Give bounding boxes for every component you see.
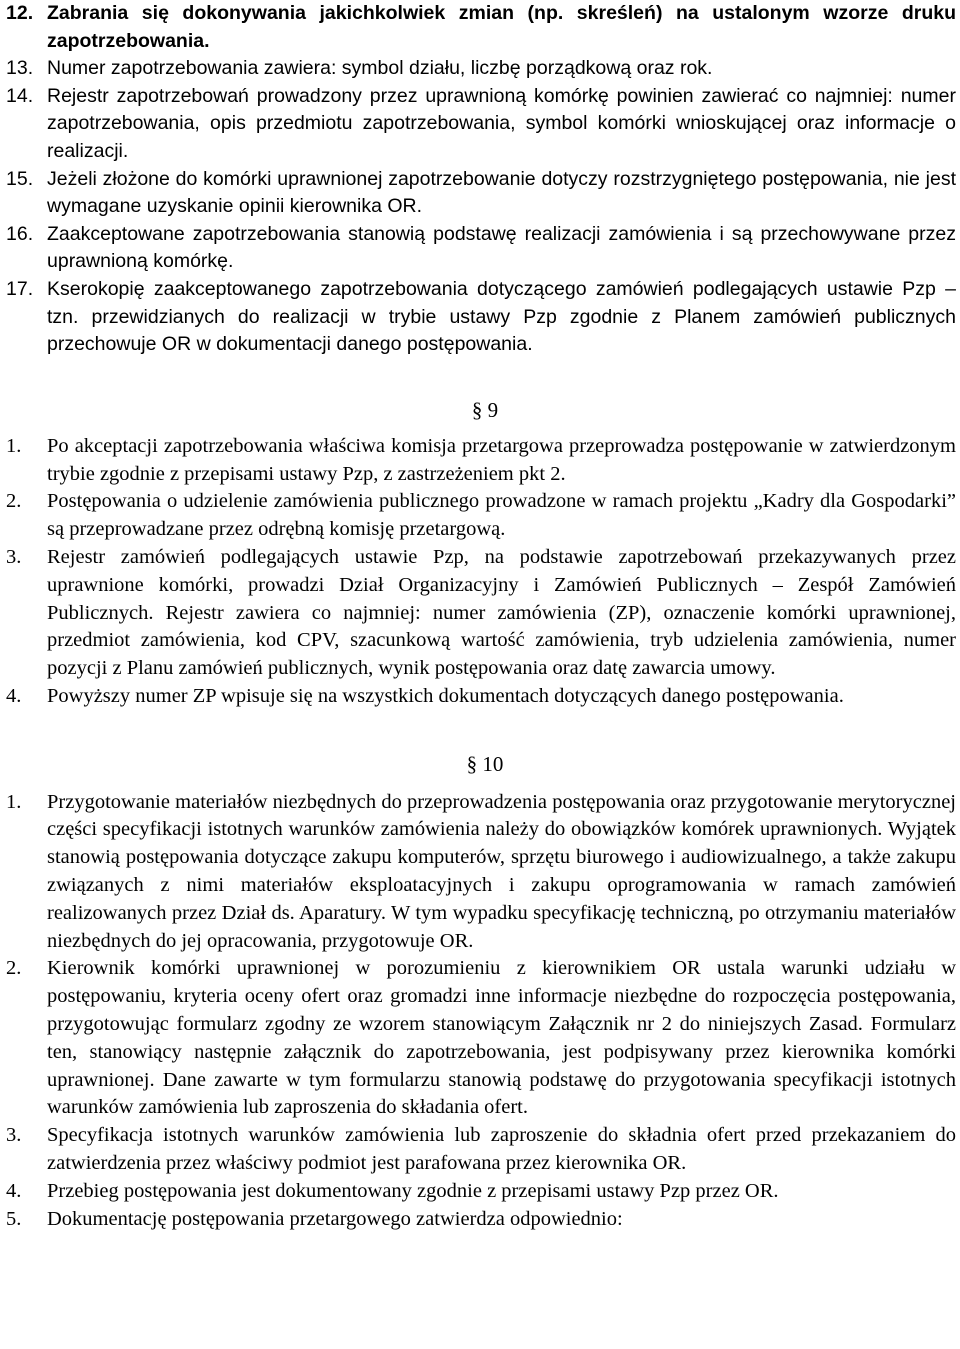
list-item [6,1178,956,1206]
list-item-number: 12. [6,2,34,24]
list-item-number: 14. [6,84,34,107]
list-item-text: Rejestr zapotrzebowań prowadzony przez uprawnioną komórkę powinien zawierać co najmniej: numer zapotrzebowania, opis przedmiotu zapotrzebowania, symbol komórki wnioskującej oraz informacje o realizacji. [47,84,956,162]
list-item [6,433,956,489]
list-item-text: Specyfikacja istotnych warunków zamówienia lub zaproszenie do składnia ofert przed przekazaniem do zatwierdzenia przez właściwy podmiot jest parafowana przez kierownika OR. [47,1124,956,1175]
list-item-text: Jeżeli złożone do komórki uprawnionej zapotrzebowanie dotyczy rozstrzygniętego postępowania, nie jest wymagane uzyskanie opinii kierownika OR. [47,167,956,218]
list-item-text: Zabrania się dokonywania jakichkolwiek zmian (np. skreśleń) na ustalonym wzorze druku zapotrzebowania. [47,2,956,52]
list-item-text: Powyższy numer ZP wpisuje się na wszystkich dokumentach dotyczących danego postępowania. [47,684,844,707]
list-item-number: 2. [6,490,22,513]
list-item [6,488,956,544]
list-item-number: 4. [6,1179,22,1202]
list-item-text: Numer zapotrzebowania zawiera: symbol działu, liczbę porządkową oraz rok. [47,57,713,80]
section-9-list [6,433,956,711]
list-item-number: 1. [6,434,22,457]
list-item [6,789,956,956]
list-item-number: 13. [6,57,34,80]
list-item-12 [6,0,956,55]
list-item-text: Postępowania o udzielenie zamówienia publicznego prowadzone w ramach projektu „Kadry dla Gospodarki” są przeprowadzane przez odrębną komisję przetargową. [47,490,956,541]
list-item-number: 3. [6,1124,22,1147]
list-item-text: Przygotowanie materiałów niezbędnych do przeprowadzenia postępowania oraz przygotowanie merytorycznej części specyfikacji istotnych warunków zamówienia należy do obowiązków komórek uprawnionych. Wyjątek stanowią postępowania dotyczące zakupu komputerów, sprzętu biurowego i audiowizualnego, a także zakupu związanych z nimi materiałów eksploatacyjnych i zakupu oprogramowania w ramach zamówień realizowanych przez Dział ds. Aparatury. W tym wypadku specyfikację techniczną, po otrzymaniu materiałów niezbędnych do jej opracowania, przygotowuje OR. [47,790,956,952]
section-heading-10: § 10 [466,751,504,776]
list-item-16 [6,221,956,276]
list-item-number: 1. [6,790,22,813]
list-item-number: 4. [6,684,22,707]
numbered-list-continued [6,0,956,359]
list-item-15 [6,166,956,221]
list-item-text: Rejestr zamówień podlegających ustawie Pzp, na podstawie zapotrzebowań przekazywanych przez uprawnione komórki, prowadzi Dział Organizacyjny i Zamówień Publicznych – Zespół Zamówień Publicznych. Rejestr zawiera co najmniej: numer zamówienia (ZP), oznaczenie komórki uprawnionej, przedmiot zamówienia, kod CPV, szacunkową wartość zamówienia, tryb udzielenia zamówienia, numer pozycji z Planu zamówień publicznych, wynik postępowania oraz datę zawarcia umowy. [47,545,956,680]
list-item-number: 2. [6,957,22,980]
list-item [6,955,956,1122]
list-item [6,1122,956,1178]
list-item-text: Po akceptacji zapotrzebowania właściwa komisja przetargowa przeprowadza postępowanie w zatwierdzonym trybie zgodnie z przepisami ustawy Pzp, z zastrzeżeniem pkt 2. [47,434,956,485]
list-item-number: 3. [6,545,22,568]
list-item-text: Kserokopię zaakceptowanego zapotrzebowania dotyczącego zamówień podlegających ustawie Pzp – tzn. przewidzianych do realizacji w trybie ustawy Pzp zgodnie z Planem zamówień publicznych przechowuje OR w dokumentacji danego postępowania. [47,277,956,356]
list-item-text: Dokumentację postępowania przetargowego zatwierdza odpowiednio: [47,1207,623,1230]
list-item [6,1206,956,1234]
list-item-13 [6,55,956,83]
list-item-text: Kierownik komórki uprawnionej w porozumieniu z kierownikiem OR ustala warunki udziału w postępowaniu, kryteria oceny ofert oraz gromadzi inne informacje niezbędne do rozpoczęcia postępowania, przygotowując formularz zgodny ze wzorem stanowiącym Załącznik nr 2 do niniejszych Zasad. Formularz ten, stanowiący następnie załącznik do zapotrzebowania, jest podpisywany przez kierownika komórki uprawnionej. Dane zawarte w tym formularzu stanowią podstawę do przygotowania specyfikacji istotnych warunków zamówienia lub zaproszenia do składania ofert. [47,957,956,1119]
list-item-number: 15. [6,167,34,190]
list-item-text: Zaakceptowane zapotrzebowania stanowią podstawę realizacji zamówienia i są przechowywane przez uprawnioną komórkę. [47,222,956,273]
section-heading-9: § 9 [471,397,499,422]
list-item [6,544,956,683]
section-10-list [6,789,956,1234]
list-item-number: 17. [6,277,34,300]
list-item-17 [6,276,956,359]
list-item-text: Przebieg postępowania jest dokumentowany zgodnie z przepisami ustawy Pzp przez OR. [47,1179,779,1202]
list-item-number: 16. [6,222,34,245]
list-item-14 [6,83,956,166]
list-item-number: 5. [6,1207,22,1230]
list-item [6,683,956,711]
